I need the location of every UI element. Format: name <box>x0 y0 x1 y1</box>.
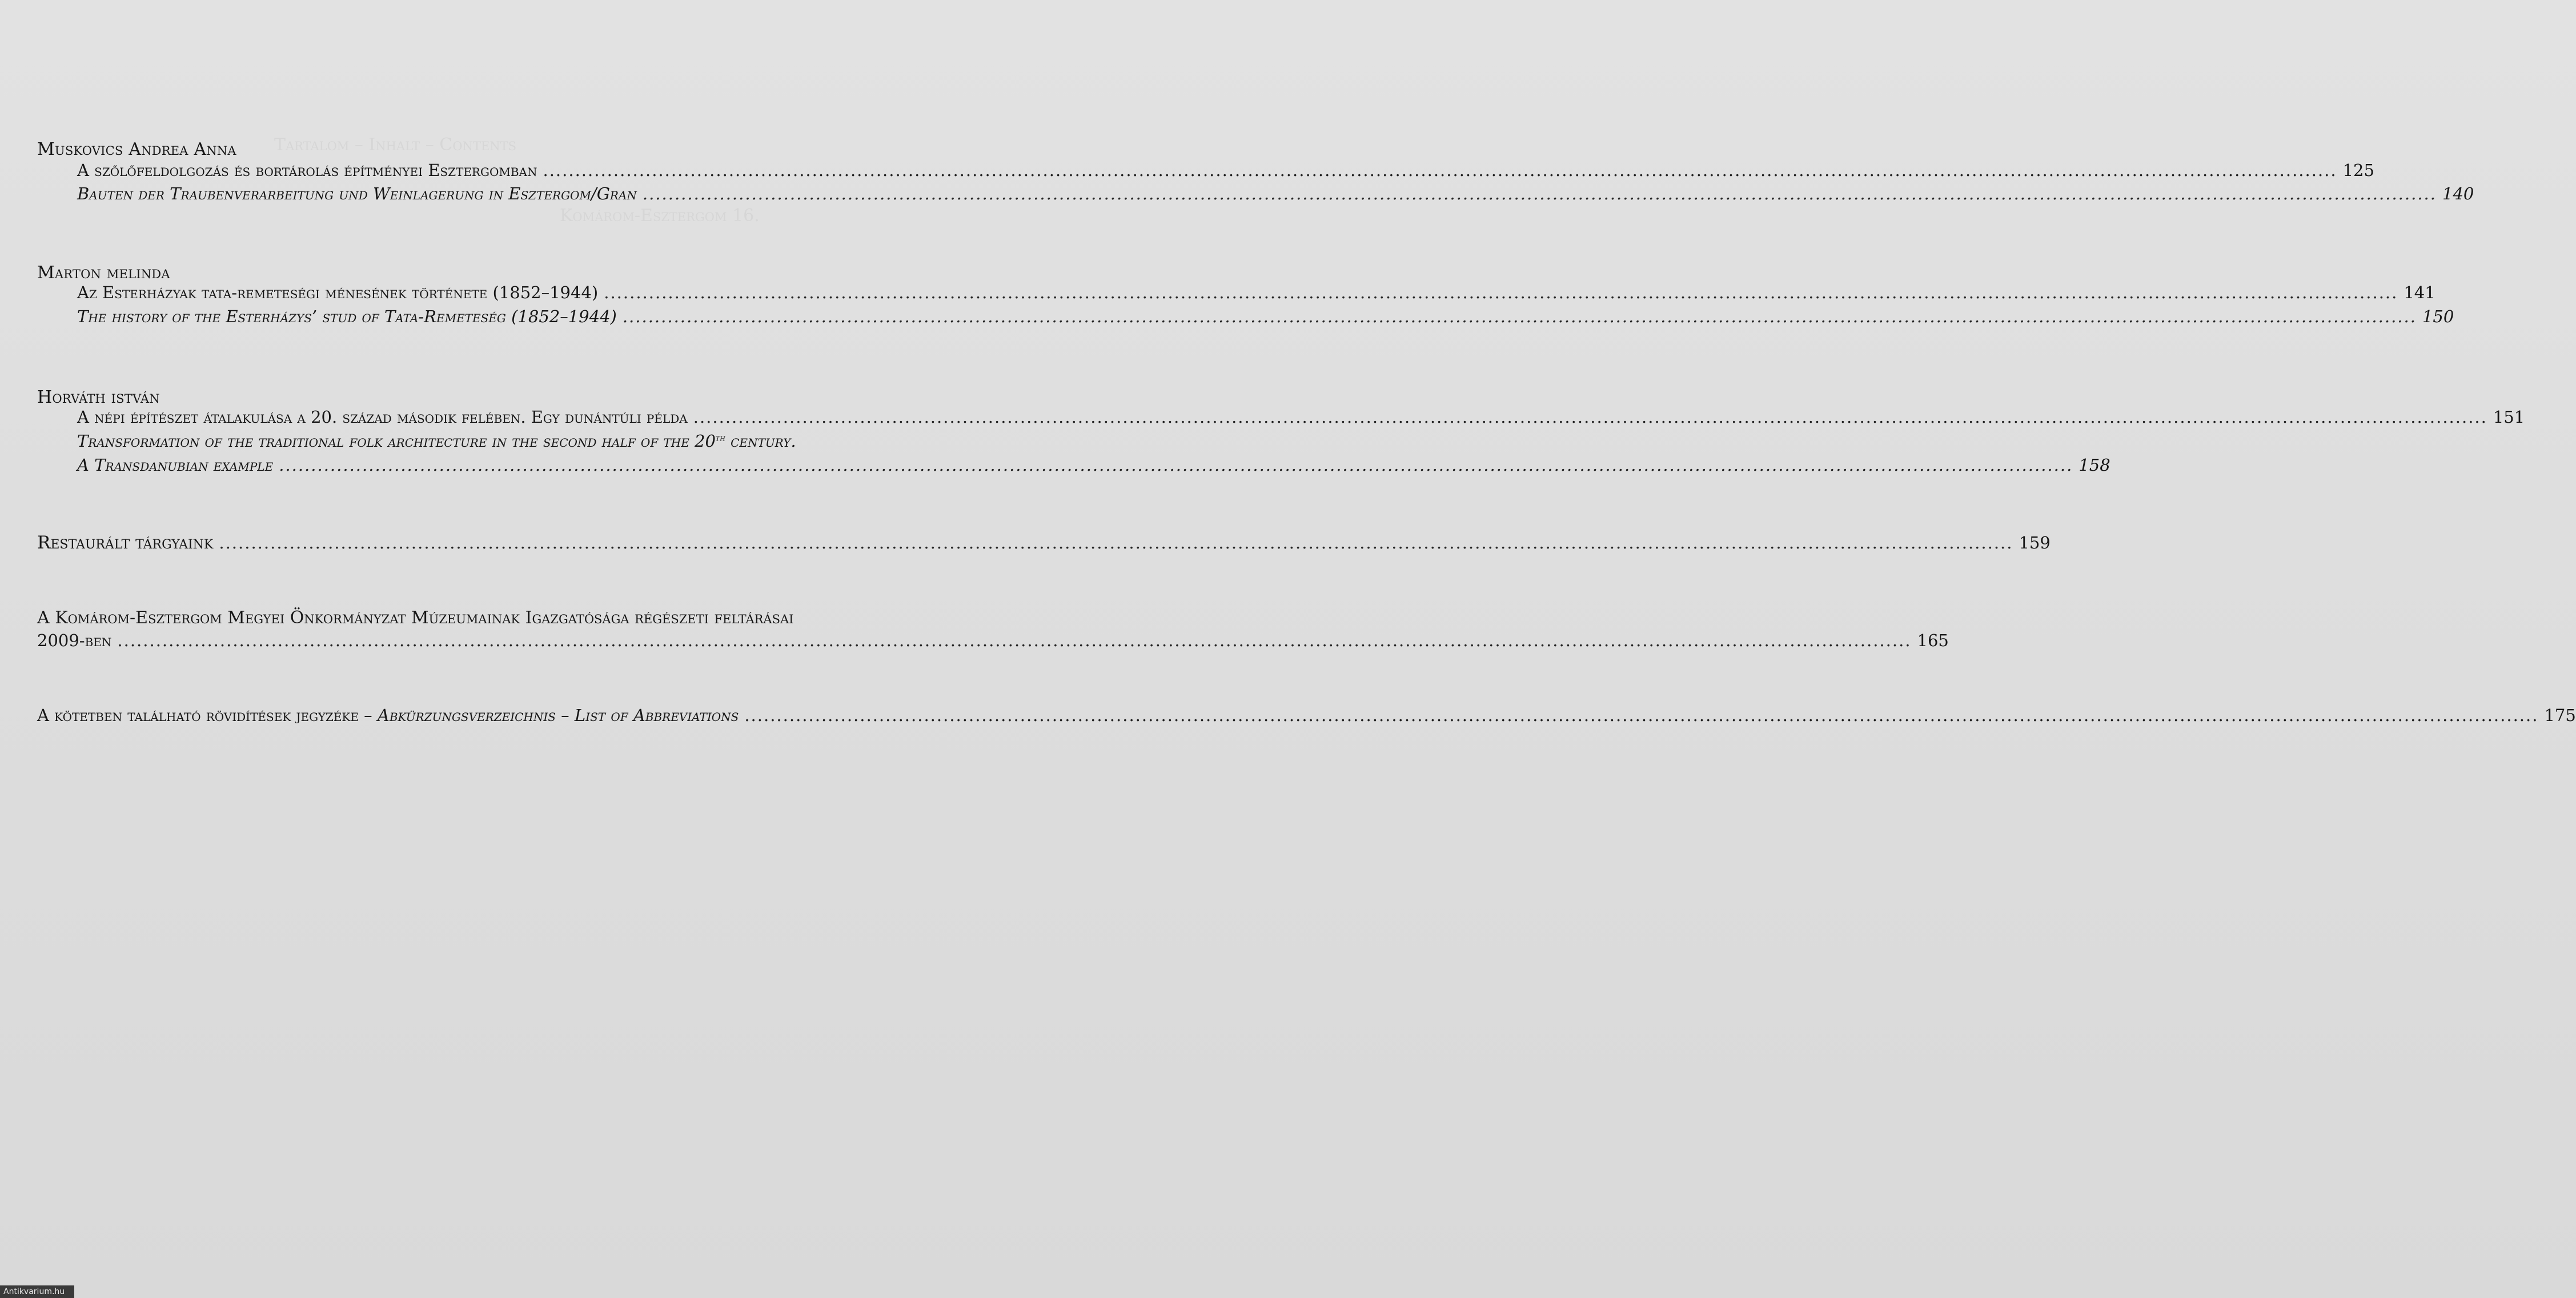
author-horvath: Horváth istván <box>37 387 160 407</box>
toc-row[interactable] <box>77 307 2454 326</box>
toc-title-part: List of Abbreviations <box>574 706 739 725</box>
toc-title: A szőlőfeldolgozás és bortárolás építményei Esztergomban <box>77 161 537 180</box>
toc-title: A népi építészet átalakulása a 20. század második felében. Egy dunántúli példa <box>77 407 688 427</box>
page-number: 151 <box>2493 407 2525 427</box>
toc-row[interactable] <box>77 161 2374 180</box>
leader-dots <box>744 706 2538 725</box>
author-muskovics: Muskovics Andrea Anna <box>37 139 236 159</box>
toc-title: The history of the Esterházys’ stud of Tata-Remeteség (1852–1944) <box>77 307 617 326</box>
page-number: 159 <box>2019 533 2051 552</box>
toc-title <box>37 706 739 725</box>
leader-dots <box>117 631 1911 650</box>
leader-dots <box>219 533 2013 552</box>
toc-title: Restaurált tárgyaink <box>37 532 214 553</box>
toc-title-wrapped[interactable] <box>77 431 927 451</box>
leader-dots <box>604 283 2398 302</box>
show-through-text-1: Tartalom – Inhalt – Contents <box>274 135 517 155</box>
watermark-label: Antikvarium.hu <box>0 1285 74 1298</box>
toc-title: Az Esterházyak tata-remeteségi ménesének története (1852–1944) <box>77 283 599 302</box>
toc-title-wrapped[interactable]: A Komárom-Esztergom Megyei Önkormányzat Múzeumainak Igazgatósága régészeti feltárásai <box>37 608 794 628</box>
toc-title: 2009-ben <box>37 631 112 650</box>
toc-title: A Transdanubian example <box>77 455 274 475</box>
toc-title-part: Transformation of the traditional folk architecture in the second half of the 20 <box>77 431 716 451</box>
toc-row[interactable] <box>77 283 2435 302</box>
toc-row[interactable] <box>77 455 2110 475</box>
toc-title-sup: th <box>715 432 725 443</box>
page-number: 141 <box>2404 283 2435 302</box>
leader-dots <box>623 307 2417 326</box>
toc-row-regeszeti[interactable] <box>37 631 1949 650</box>
toc-title-part: century. <box>725 431 796 451</box>
toc-row-restauralt[interactable] <box>37 532 2051 553</box>
page-number: 140 <box>2442 184 2474 203</box>
leader-dots <box>693 407 2487 427</box>
toc-title-part: – <box>555 706 575 725</box>
leader-dots <box>643 184 2437 203</box>
author-marton: Marton melinda <box>37 263 170 283</box>
toc-title-part: Abkürzungsverzeichnis <box>377 706 556 725</box>
toc-row-rovidites[interactable] <box>37 706 2576 725</box>
show-through-text-2: Komárom-Esztergom 16. <box>560 206 760 226</box>
page-number: 150 <box>2422 307 2454 326</box>
toc-title: Bauten der Traubenverarbeitung und Weinlagerung in Esztergom/Gran <box>77 184 637 203</box>
toc-title-part: A kötetben található rövidítések jegyzéke – <box>37 706 378 725</box>
page-number: 175 <box>2544 706 2576 725</box>
page-number: 125 <box>2342 161 2374 180</box>
toc-row[interactable] <box>77 407 2525 427</box>
page-number: 158 <box>2079 455 2110 475</box>
page-number: 165 <box>1917 631 1949 650</box>
toc-row[interactable] <box>77 184 2474 203</box>
leader-dots <box>543 161 2337 180</box>
leader-dots <box>279 455 2073 475</box>
